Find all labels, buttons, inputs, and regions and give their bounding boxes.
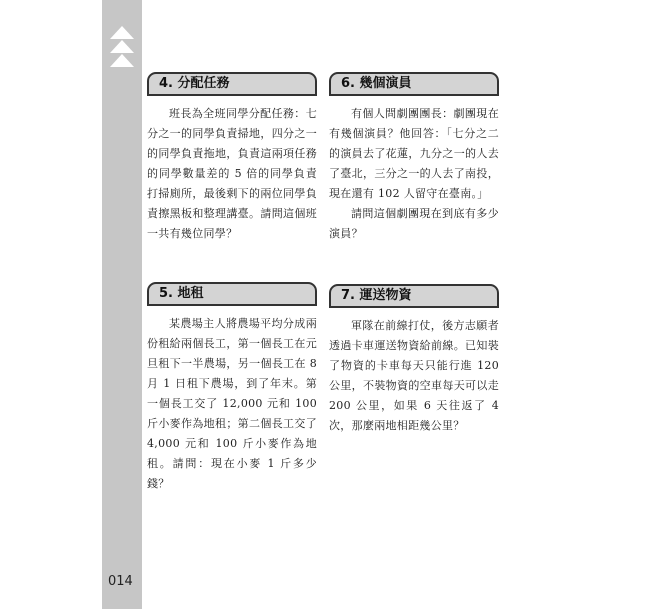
problem-body-6 — [329, 96, 499, 244]
problem-body-5 — [147, 306, 317, 494]
problem-paragraph: 有個人問劇團團長：劇團現在有幾個演員？他回答：「七分之二的演員去了花蓮，九分之一的人去了臺北，三分之一的人去了南投，現在還有 102 人留守在臺南。」 — [329, 107, 499, 200]
problem-title-6: 6. 幾個演員 — [329, 72, 499, 96]
problem-body-4 — [147, 96, 317, 244]
problem-body-7 — [329, 308, 499, 436]
problem-title-4: 4. 分配任務 — [147, 72, 317, 96]
problem-paragraph: 班長為全班同學分配任務：七分之一的同學負責掃地，四分之一的同學負責拖地，負責這兩項任務的同學數量差的 5 倍的同學負責打掃廁所，最後剩下的兩位同學負責擦黑板和整理講臺。請問這個班一共有幾位同學？ — [147, 107, 317, 240]
page-number: 014 — [108, 574, 133, 589]
problem-card-6 — [329, 72, 499, 244]
problem-card-5 — [147, 282, 317, 494]
problem-card-7 — [329, 284, 499, 436]
problem-title-7: 7. 運送物資 — [329, 284, 499, 308]
problem-paragraph: 某農場主人將農場平均分成兩份租給兩個長工，第一個長工在元旦租下一半農場，另一個長工在 8 月 1 日租下農場，到了年末。第一個長工交了 12,000 元和 100 斤小麥作為地租；第二個長工交了 4,000 元和 100 斤小麥作為地租。請問：現在小麥 1 斤多少錢？ — [147, 317, 317, 490]
problem-paragraph: 軍隊在前線打仗，後方志願者透過卡車運送物資給前線。已知裝了物資的卡車每天只能行進 120 公里，不裝物資的空車每天可以走 200 公里，如果 6 天往返了 4 次，那麼兩地相距幾公里？ — [329, 319, 499, 432]
problem-card-4 — [147, 72, 317, 244]
sidebar-band — [102, 0, 142, 609]
triple-chevron-up-icon — [110, 26, 134, 74]
problem-title-5: 5. 地租 — [147, 282, 317, 306]
problem-paragraph: 請問這個劇團現在到底有多少演員？ — [329, 207, 499, 240]
